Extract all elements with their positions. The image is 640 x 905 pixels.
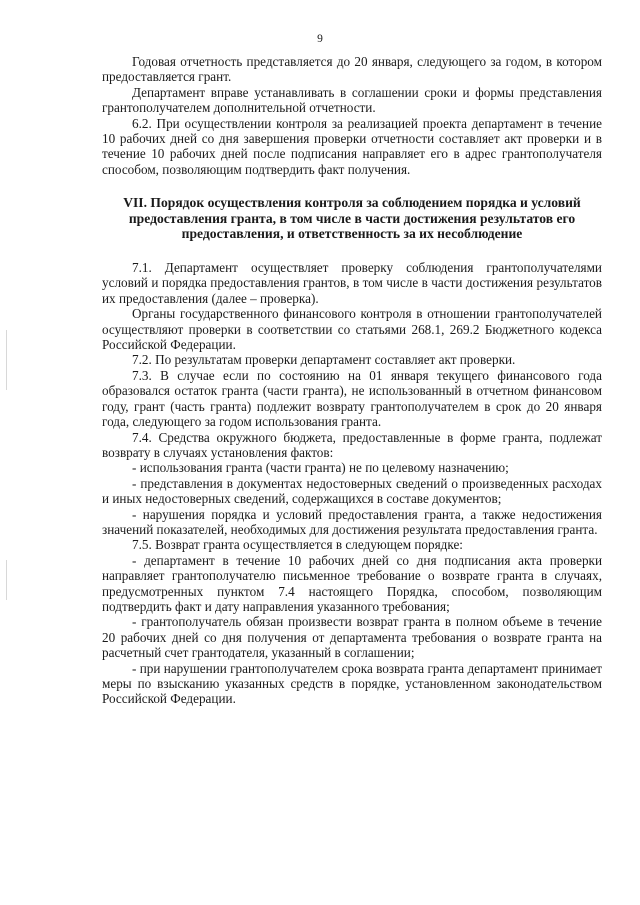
list-item: - нарушения порядка и условий предоставления гранта, а также недостижения значений показателей, необходимых для достижения результата предоставления гранта.	[102, 506, 602, 537]
section-heading: VII. Порядок осуществления контроля за соблюдением порядка и условий предоставления гранта, в том числе в части достижения результатов его предоставления, и ответственность за их несоблюдение	[123, 195, 581, 242]
list-item: - грантополучатель обязан произвести возврат гранта в полном объеме в течение 20 рабочих дней со дня получения от департамента требования о возврате гранта на расчетный счет грантодателя, указанный в соглашении;	[102, 614, 602, 661]
scan-margin-mark	[6, 330, 7, 390]
paragraph: 7.5. Возврат гранта осуществляется в следующем порядке:	[132, 537, 463, 553]
paragraph: 7.1. Департамент осуществляет проверку соблюдения грантополучателями условий и порядка предоставления грантов, в том числе в части достижения результатов их предоставления (далее – проверка).	[102, 260, 602, 306]
list-item: - использования гранта (части гранта) не по целевому назначению;	[132, 460, 509, 476]
document-body	[102, 54, 602, 707]
list-item: - департамент в течение 10 рабочих дней со дня подписания акта проверки направляет грантополучателю письменное требование о возврате гранта в случаях, предусмотренных пунктом 7.4 настоящего Порядка, способом, позволяющим подтвердить факт и дату направления указанного требования;	[102, 552, 602, 614]
paragraph: 7.3. В случае если по состоянию на 01 января текущего финансового года образовался остаток гранта (части гранта), не использованный в отчетном финансовом году, грант (часть гранта) подлежит возврату грантополучателем в срок до 20 января года, следующего за годом использования гранта.	[102, 367, 602, 430]
paragraph: 6.2. При осуществлении контроля за реализацией проекта департамент в течение 10 рабочих дней со дня завершения проверки отчетности составляет акт проверки и в течение 10 рабочих дней после подписания направляет его в адрес грантополучателя способом, позволяющим подтвердить факт получения.	[102, 115, 602, 177]
paragraph: Органы государственного финансового контроля в отношении грантополучателей осуществляют проверки в соответствии со статьями 268.1, 269.2 Бюджетного кодекса Российской Федерации.	[102, 306, 602, 353]
list-item: - представления в документах недостоверных сведений о произведенных расходах и иных недостоверных сведений, содержащихся в составе документов;	[102, 475, 602, 507]
scan-margin-mark	[6, 560, 7, 600]
paragraph: 7.4. Средства окружного бюджета, предоставленные в форме гранта, подлежат возврату в случаях установления фактов:	[102, 429, 602, 460]
paragraph: Департамент вправе устанавливать в соглашении сроки и формы представления грантополучателем дополнительной отчетности.	[102, 84, 602, 116]
paragraph: 7.2. По результатам проверки департамент составляет акт проверки.	[132, 352, 516, 368]
page-number: 9	[317, 33, 323, 45]
paragraph: Годовая отчетность представляется до 20 января, следующего за годом, в котором предоставляется грант.	[102, 54, 602, 85]
list-item: - при нарушении грантополучателем срока возврата гранта департамент принимает меры по взысканию указанных средств в порядке, установленном законодательством Российской Федерации.	[102, 660, 602, 707]
